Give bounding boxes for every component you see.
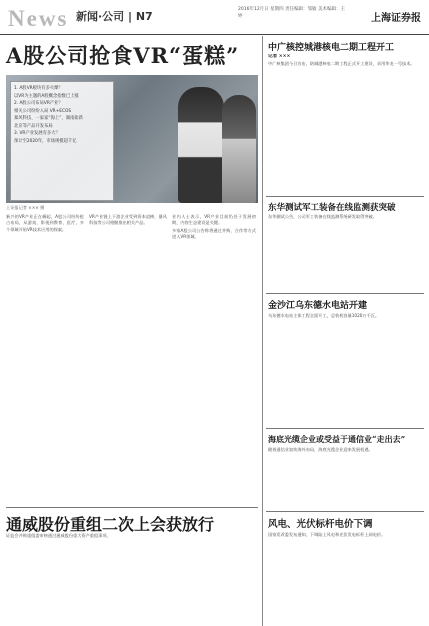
paragraph: 中广核集团今日宣布，防城港核电二期工程正式开工建设，采用华龙一号技术。 xyxy=(268,61,415,67)
divider xyxy=(266,196,424,197)
question-line: 3. VR产业发展有多大？ xyxy=(14,131,60,136)
right-top-body xyxy=(268,54,423,192)
photo-caption: 上证报记者 ××× 摄 xyxy=(6,205,45,210)
divider xyxy=(266,511,424,512)
question-line: 暴风科技、一家家“海上”、湖南盐新 xyxy=(14,116,83,121)
question-line: 预计至2020年，市场规模超千亿 xyxy=(14,138,77,144)
right-mid1-body xyxy=(268,214,423,290)
masthead xyxy=(0,0,429,36)
masthead-info: 2016年12月日 星期四 责任编辑：邹敏 美术编辑：王婷 xyxy=(238,7,345,19)
question-line: 相关公司纷纷入局 VR+ECOS xyxy=(14,108,72,114)
paragraph: 新兴的VR产业正在崛起，A股公司纷纷抢占布局，从游戏、影视到教育、医疗，多个领域开始VR技术应用的探索。 xyxy=(6,214,84,232)
paragraph: 东华测试公告，公司军工装备在线监测系统研发取得突破。 xyxy=(268,214,377,219)
paragraph: VR产业链上下游企业受到资本追捧，暴风科技等公司相继推出相关产品。 xyxy=(89,214,167,226)
paragraph: 业内人士表示，VR产业目前仍处于发展初期，内容生态建设是关键。 xyxy=(172,214,256,226)
right-bottom-body xyxy=(268,532,423,622)
question-box xyxy=(10,81,114,201)
question-line: 北京等产品开发布局 xyxy=(14,123,53,129)
lead-headline: A股公司抢食VR“蛋糕” xyxy=(6,43,240,68)
newspaper-logo: 上海证券报 xyxy=(371,13,421,24)
byline: 记者 ××× xyxy=(268,54,291,59)
section-label: News xyxy=(8,6,69,31)
right-mid3-headline: 海底光缆企业或受益于通信业“走出去” xyxy=(268,434,406,444)
right-mid3-body xyxy=(268,447,423,509)
right-mid2-body xyxy=(268,313,423,425)
right-mid2-headline: 金沙江乌东德水电站开建 xyxy=(268,301,368,311)
body-column-3 xyxy=(172,214,256,504)
right-bottom-headline: 风电、光伏标杆电价下调 xyxy=(268,519,373,530)
masthead-rule xyxy=(0,34,429,35)
bottom-headline: 通威股份重组二次上会获放行 xyxy=(6,515,215,534)
photo-figure xyxy=(178,87,224,203)
paragraph: 证监会并购重组委审核通过通威股份重大资产重组事项。 xyxy=(6,533,111,538)
question-line: 以VR为主题的A股概念指数已上涨 xyxy=(14,93,79,99)
divider xyxy=(6,507,258,508)
paragraph: 多家A股公司公告称将通过并购、合作等方式进入VR领域。 xyxy=(172,227,256,240)
paragraph: 乌东德水电站主体工程全面开工，总装机容量1020万千瓦。 xyxy=(268,313,380,318)
section-name: 新闻·公司 | N7 xyxy=(76,10,153,23)
divider xyxy=(266,428,424,429)
body-column-1 xyxy=(6,214,84,504)
right-top-headline: 中广核控城港核电二期工程开工 xyxy=(268,43,395,53)
body-column-2 xyxy=(89,214,167,504)
question-line: 2. A股公司布局VR产业？ xyxy=(14,101,63,106)
divider xyxy=(266,293,424,294)
paragraph: 国家发改委发布通知，下调陆上风电和光伏发电标杆上网电价。 xyxy=(268,532,386,537)
column-divider xyxy=(262,36,263,626)
bottom-body xyxy=(6,533,256,621)
photo-figure-2 xyxy=(222,95,256,203)
right-mid1-headline: 东华测试军工装备在线监测获突破 xyxy=(268,203,396,213)
question-line: 1. A股VR板块有多火爆？ xyxy=(14,86,63,91)
paragraph: 随着通信业加快海外布局，海底光缆企业迎来发展机遇。 xyxy=(268,447,373,452)
